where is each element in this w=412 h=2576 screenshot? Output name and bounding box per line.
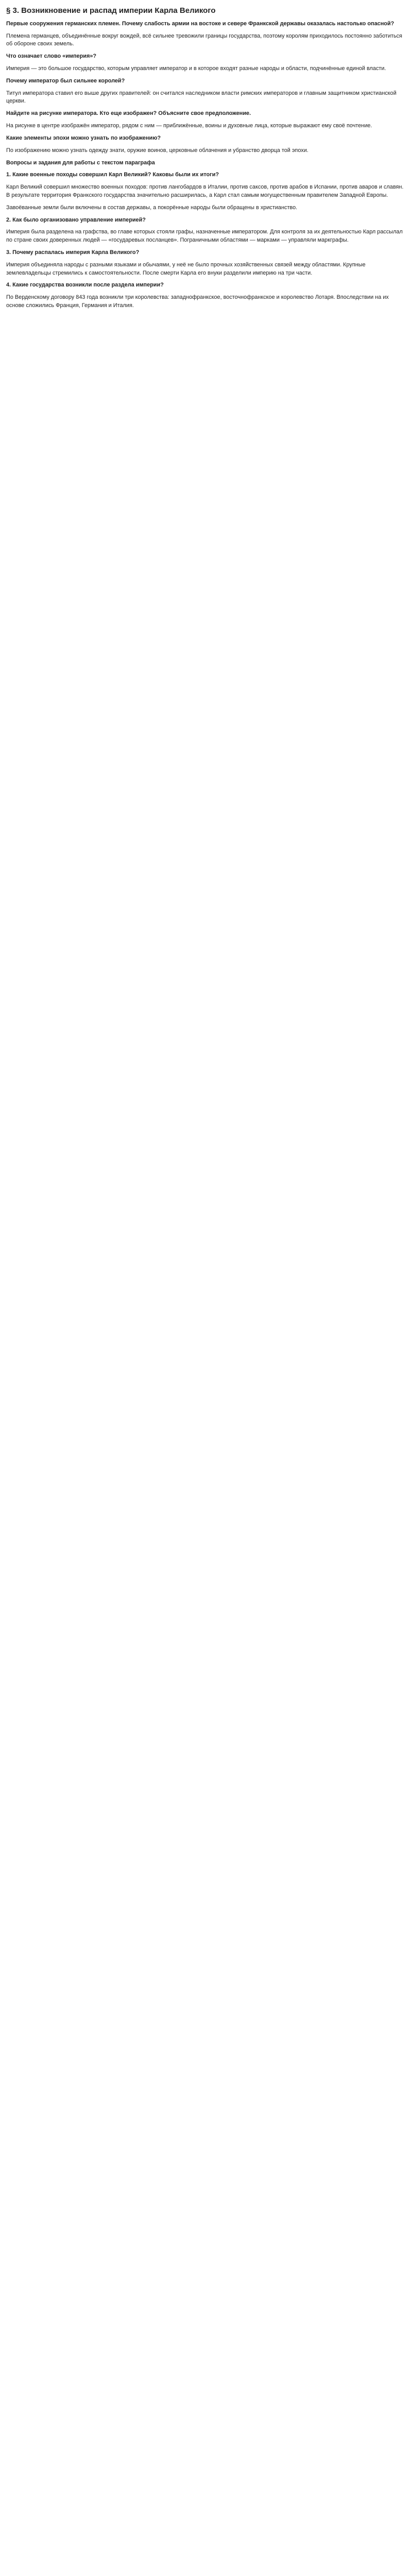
paragraph: Империя — это большое государство, которым управляет император и в которое входят разные народы и области, подчинённые единой власти. bbox=[6, 65, 386, 72]
paragraph: Титул императора ставил его выше других правителей: он считался наследником власти римских императоров и главным защитником христианской церкви. bbox=[6, 90, 397, 105]
question: Что означает слово «империя»? bbox=[6, 53, 97, 60]
page bbox=[0, 0, 412, 310]
paragraph: Империя была разделена на графства, во главе которых стояли графы, назначенные императором. Для контроля за их деятельностью Карл рассылал по стране своих доверенных людей — «государевых посланцев». Пограничными областями — марками — управляли маркграфы. bbox=[6, 229, 403, 244]
question: Какие элементы эпохи можно узнать по изображению? bbox=[6, 134, 161, 141]
section-heading: Вопросы и задания для работы с текстом параграфа bbox=[6, 159, 155, 166]
question: Почему император был сильнее королей? bbox=[6, 77, 125, 84]
paragraph: Карл Великий совершил множество военных походов: против лангобардов в Италии, против саксов, против арабов в Испании, против аваров и славян. В результате территория Франкского государства значительно расширилась, а Карл стал самым могущественным правителем Западной Европы. bbox=[6, 184, 404, 198]
paragraph: Племена германцев, объединённые вокруг вождей, всё сильнее тревожили границы государства, поэтому королям приходилось постоянно заботиться об обороне своих земель. bbox=[6, 32, 402, 47]
question: 3. Почему распалась империя Карла Великого? bbox=[6, 249, 140, 256]
question: 1. Какие военные походы совершил Карл Великий? Каковы были их итоги? bbox=[6, 172, 219, 178]
paragraph: Завоёванные земли были включены в состав державы, а покорённые народы были обращены в христианство. bbox=[6, 204, 298, 211]
paragraph: По Верденскому договору 843 года возникли три королевства: западнофранкское, восточнофранкское и королевство Лотаря. Впоследствии на их основе сложились Франция, Германия и Италия. bbox=[6, 294, 389, 309]
question: Первые сооружения германских племен. Почему слабость армии на востоке и севере Франкской державы оказалась настолько опасной? bbox=[6, 20, 394, 27]
paragraph: На рисунке в центре изображён император, рядом с ним — приближённые, воины и духовные лица, которые выражают ему своё почтение. bbox=[6, 123, 372, 129]
page-title: § 3. Возникновение и распад империи Карла Великого bbox=[6, 6, 216, 15]
question: Найдите на рисунке императора. Кто еще изображен? Объясните свое предположение. bbox=[6, 110, 251, 117]
paragraph: По изображению можно узнать одежду знати, оружие воинов, церковные облачения и убранство дворца той эпохи. bbox=[6, 147, 308, 154]
question: 2. Как было организовано управление империей? bbox=[6, 216, 146, 223]
article-body bbox=[6, 20, 408, 310]
paragraph: Империя объединяла народы с разными языками и обычаями, у неё не было прочных хозяйственных связей между областями. Крупные землевладельцы стремились к самостоятельности. После смерти Карла его внуки разделили империю на три части. bbox=[6, 261, 366, 276]
question: 4. Какие государства возникли после раздела империи? bbox=[6, 282, 164, 289]
